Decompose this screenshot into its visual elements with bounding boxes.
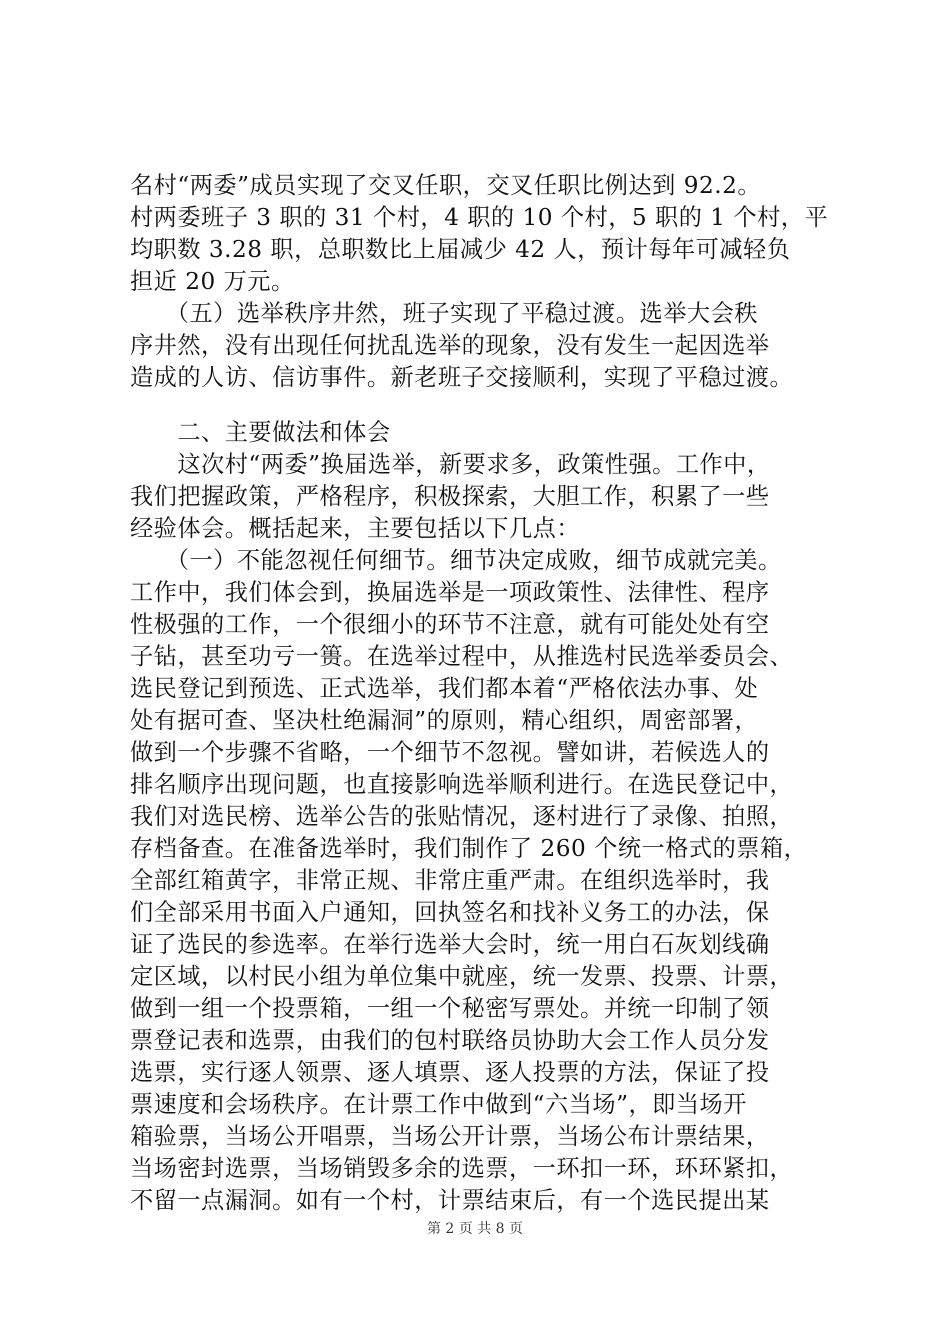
text-line: （五）选举秩序井然，班子实现了平稳过渡。选举大会秩 [130,300,758,327]
text-line: 选民登记到预选、正式选举，我们都本着“严格依法办事、处 [130,675,759,702]
text-line: 存档备查。在准备选举时，我们制作了 260 个统一格式的票箱， [130,835,808,862]
text-line: 做到一个步骤不省略，一个细节不忽视。譬如讲，若候选人的 [130,739,770,766]
text-line: 序井然，没有出现任何扰乱选举的现象，没有发生一起因选举 [130,332,770,359]
document-body [130,170,830,1217]
text-line: 做到一组一个投票箱，一组一个秘密写票处。并统一印制了领 [130,995,770,1022]
text-line: 处有据可查、坚决杜绝漏洞”的原则，精心组织，周密部署， [130,707,759,734]
text-line: 工作中，我们体会到，换届选举是一项政策性、法律性、程序 [130,579,770,606]
text-line: （一）不能忽视任何细节。细节决定成败，细节成就完美。 [130,547,782,574]
text-line: 证了选民的参选率。在举行选举大会时，统一用白石灰划线确 [130,931,770,958]
text-line: 们全部采用书面入户通知，回执签名和找补义务工的办法，保 [130,899,770,926]
text-line: 这次村“两委”换届选举，新要求多，政策性强。工作中， [130,451,771,478]
text-line: 票速度和会场秩序。在计票工作中做到“六当场”，即当场开 [130,1091,747,1118]
text-line: 村两委班子 3 职的 31 个村，4 职的 10 个村，5 职的 1 个村，平 [130,204,829,231]
text-line: 当场密封选票，当场销毁多余的选票，一环扣一环，环环紧扣， [130,1155,794,1182]
text-line: 担近 20 万元。 [130,268,295,295]
text-line: 我们把握政策，严格程序，积极探索，大胆工作，积累了一些 [130,483,770,510]
page-number-footer: 第 2 页 共 8 页 [426,1221,524,1237]
text-line: 箱验票，当场公开唱票，当场公开计票，当场公布计票结果， [130,1123,770,1150]
text-line: 造成的人访、信访事件。新老班子交接顺利，实现了平稳过渡。 [130,364,794,391]
text-line: 经验体会。概括起来，主要包括以下几点： [130,515,581,542]
text-line: 不留一点漏洞。如有一个村，计票结束后，有一个选民提出某 [130,1187,770,1214]
text-line: 我们对选民榜、选举公告的张贴情况，逐村进行了录像、拍照， [130,803,794,830]
section-heading: 二、主要做法和体会 [130,419,391,446]
text-line: 名村“两委”成员实现了交叉任职，交叉任职比例达到 92.2。 [130,172,762,199]
text-line: 子钻，甚至功亏一篑。在选举过程中，从推选村民选举委员会、 [130,643,794,670]
text-line: 定区域，以村民小组为单位集中就座，统一发票、投票、计票， [130,963,794,990]
text-line: 排名顺序出现问题，也直接影响选举顺利进行。在选民登记中， [130,771,794,798]
text-line: 性极强的工作，一个很细小的环节不注意，就有可能处处有空 [130,611,770,638]
paragraph-gap [130,394,830,417]
text-line: 票登记表和选票，由我们的包村联络员协助大会工作人员分发 [130,1027,770,1054]
text-line: 全部红箱黄字，非常正规、非常庄重严肃。在组织选举时，我 [130,867,770,894]
text-line: 选票，实行逐人领票、逐人填票、逐人投票的方法，保证了投 [130,1059,770,1086]
text-line: 均职数 3.28 职，总职数比上届减少 42 人，预计每年可减轻负 [130,236,791,263]
